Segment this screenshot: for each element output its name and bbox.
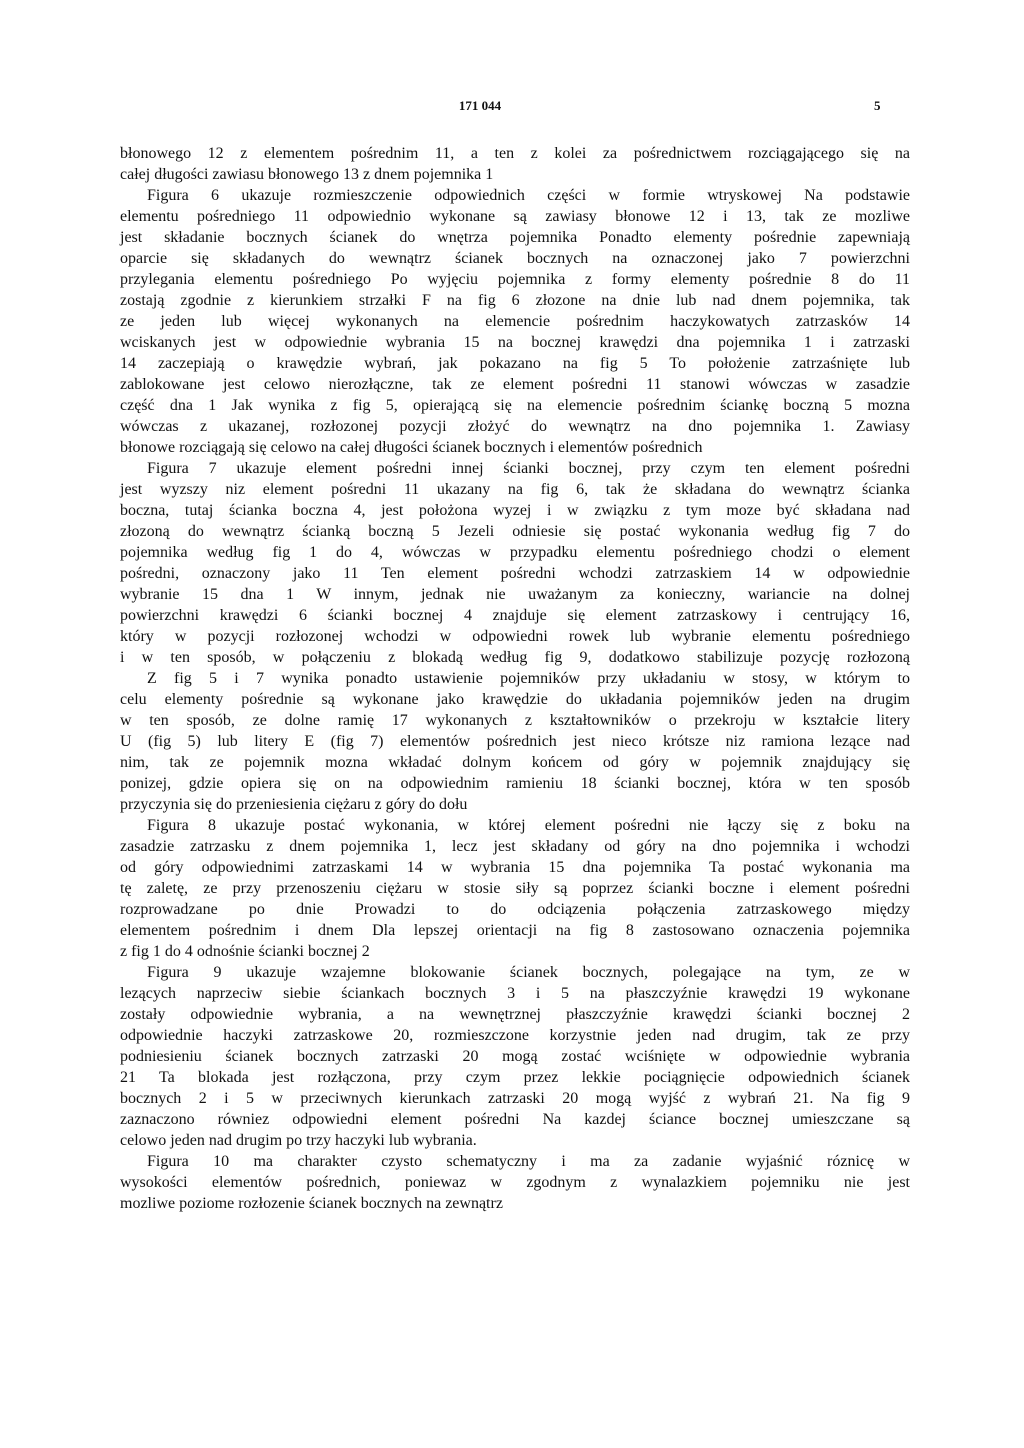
- text-line: podniesieniu ścianek bocznych zatrzaski 20 mogą zostać wciśnięte w odpowiednie wybrania: [120, 1048, 910, 1065]
- text-line: boczna, tutaj ścianka boczna 4, jest położona wyzej i w związku z tym moze być składana nad: [120, 502, 910, 519]
- text-line: Figura 6 ukazuje rozmieszczenie odpowiednich części w formie wtryskowej Na podstawie: [147, 187, 910, 204]
- text-line: ze jeden lub więcej wykonanych na elemencie pośrednim haczykowatych zatrzasków 14: [120, 313, 910, 330]
- text-line: elementu pośredniego 11 odpowiednio wykonane są zawiasy błonowe 12 i 13, tak ze mozliwe: [120, 208, 910, 225]
- text-line: nim, tak ze pojemnik mozna wkładać dolnym końcem od góry w pojemnik znajdujący się: [120, 754, 910, 771]
- text-line: błonowego 12 z elementem pośrednim 11, a ten z kolei za pośrednictwem rozciągającego się na: [120, 145, 910, 162]
- text-line: Figura 7 ukazuje element pośredni innej ścianki bocznej, przy czym ten element pośredni: [147, 460, 910, 477]
- text-line: wybranie 15 dna 1 W innym, jednak nie uważanym za konieczny, wariancie na dolnej: [120, 586, 910, 603]
- page-header: [0, 98, 1024, 118]
- text-line: który w pozycji rozłozonej wchodzi w odpowiedni rowek lub wybranie elementu pośredniego: [120, 628, 910, 645]
- text-line: lezących naprzeciw siebie ściankach bocznych 3 i 5 na płaszczyźnie krawędzi 19 wykonane: [120, 985, 910, 1002]
- text-line: od góry odpowiednimi zatrzaskami 14 w wybrania 15 dna pojemnika Ta postać wykonania ma: [120, 859, 910, 876]
- text-line: Figura 9 ukazuje wzajemne blokowanie ścianek bocznych, polegające na tym, ze w: [147, 964, 910, 981]
- text-line: rozprowadzane po dnie Prowadzi to do odciązenia połączenia zatrzaskowego między: [120, 901, 910, 918]
- text-line: zostały odpowiednie wybrania, a na wewnętrznej płaszczyźnie krawędzi ścianki bocznej 2: [120, 1006, 910, 1023]
- text-line: powierzchni krawędzi 6 ścianki bocznej 4 znajduje się element zatrzaskowy i centrujący 16,: [120, 607, 910, 624]
- text-line: przylegania elementu pośredniego Po wyjęciu pojemnika z formy elementy pośrednie 8 do 11: [120, 271, 910, 288]
- text-line: bocznych 2 i 5 w przeciwnych kierunkach zatrzaski 20 mogą wyjść z wybrań 21. Na fig 9: [120, 1090, 910, 1107]
- text-line: wówczas z ukazanej, rozłozonej pozycji złożyć do wewnątrz na dno pojemnika 1. Zawiasy: [120, 418, 910, 435]
- text-line: jest składanie bocznych ścianek do wnętrza pojemnika Ponadto elementy pośrednie zapewniają: [120, 229, 910, 246]
- text-line: U (fig 5) lub litery E (fig 7) elementów pośrednich jest nieco krótsze niz ramiona lezące nad: [120, 733, 910, 750]
- text-line: mozliwe poziome rozłozenie ścianek bocznych na zewnątrz: [120, 1195, 503, 1212]
- text-line: przyczynia się do przeniesienia ciężaru z góry do dołu: [120, 796, 468, 813]
- text-line: celu elementy pośrednie są wykonane jako krawędzie do układania pojemników jeden na drugim: [120, 691, 910, 708]
- text-line: Z fig 5 i 7 wynika ponadto ustawienie pojemników przy układaniu w stosy, w którym to: [147, 670, 910, 687]
- text-line: zaznaczono równiez odpowiedni element pośredni Na kazdej ściance bocznej umieszczane są: [120, 1111, 910, 1128]
- text-line: złozoną do wewnątrz ścianką boczną 5 Jezeli odniesie się postać wykonania według fig 7 do: [120, 523, 910, 540]
- text-line: pośredni, oznaczony jako 11 Ten element pośredni wchodzi zatrzaskiem 14 w odpowiednie: [120, 565, 910, 582]
- document-number: 171 044: [458, 98, 502, 113]
- text-line: Figura 8 ukazuje postać wykonania, w której element pośredni nie łączy się z boku na: [147, 817, 910, 834]
- text-line: oparcie się składanych do wewnątrz ścianek bocznych na oznaczonej jako 7 powierzchni: [120, 250, 910, 267]
- text-line: zablokowane jest celowo nierozłączne, tak ze element pośredni 11 stanowi wówczas w zasadzie: [120, 376, 910, 393]
- page-number: 5: [874, 98, 881, 113]
- text-line: zostają zgodnie z kierunkiem strzałki F na fig 6 złozone na dnie lub nad dnem pojemnika, tak: [120, 292, 910, 309]
- text-line: i w ten sposób, w połączeniu z blokadą według fig 9, dodatkowo stabilizuje pozycję rozłozoną: [120, 649, 910, 666]
- text-line: tę zaletę, ze przy przenoszeniu ciężaru w stosie siły są poprzez ścianki boczne i element pośredni: [120, 880, 910, 897]
- text-line: wysokości elementów pośrednich, poniewaz w zgodnym z wynalazkiem pojemniku nie jest: [120, 1174, 910, 1191]
- text-line: 21 Ta blokada jest rozłączona, przy czym przez lekkie pociągnięcie odpowiednich ścianek: [120, 1069, 910, 1086]
- text-line: ponizej, gdzie opiera się on na odpowiednim ramieniu 18 ścianki bocznej, która w ten sposób: [120, 775, 910, 792]
- text-line: z fig 1 do 4 odnośnie ścianki bocznej 2: [120, 943, 370, 960]
- text-line: elementem pośrednim i dnem Dla lepszej orientacji na fig 8 zastosowano oznaczenia pojemnika: [120, 922, 910, 939]
- text-line: część dna 1 Jak wynika z fig 5, opierającą się na elemencie pośrednim ściankę boczną 5 mozna: [120, 397, 910, 414]
- text-line: pojemnika według fig 1 do 4, wówczas w przypadku elementu pośredniego chodzi o element: [120, 544, 910, 561]
- text-line: wciskanych jest w odpowiednie wybrania 15 na bocznej krawędzi dna pojemnika 1 i zatrzaski: [120, 334, 910, 351]
- text-line: celowo jeden nad drugim po trzy haczyki lub wybrania.: [120, 1132, 477, 1149]
- text-line: 14 zaczepiają o krawędzie wybrań, jak pokazano na fig 5 To położenie zatrzaśnięte lub: [120, 355, 910, 372]
- text-line: błonowe rozciągają się celowo na całej długości ścianek bocznych i elementów pośrednich: [120, 439, 703, 456]
- text-line: zasadzie zatrzasku z dnem pojemnika 1, lecz jest składany od góry na dno pojemnika i wchodzi: [120, 838, 910, 855]
- body-text: [120, 143, 910, 1214]
- text-line: w ten sposób, ze dolne ramię 17 wykonanych z kształtowników o przekroju w kształcie litery: [120, 712, 910, 729]
- text-line: jest wyzszy niz element pośredni 11 ukazany na fig 6, tak że składana do wewnątrz ścianka: [120, 481, 910, 498]
- text-line: całej długości zawiasu błonowego 13 z dnem pojemnika 1: [120, 166, 494, 183]
- text-line: odpowiednie haczyki zatrzaskowe 20, rozmieszczone korzystnie jeden nad drugim, tak ze przy: [120, 1027, 910, 1044]
- text-line: Figura 10 ma charakter czysto schematyczny i ma za zadanie wyjaśnić róznicę w: [147, 1153, 910, 1170]
